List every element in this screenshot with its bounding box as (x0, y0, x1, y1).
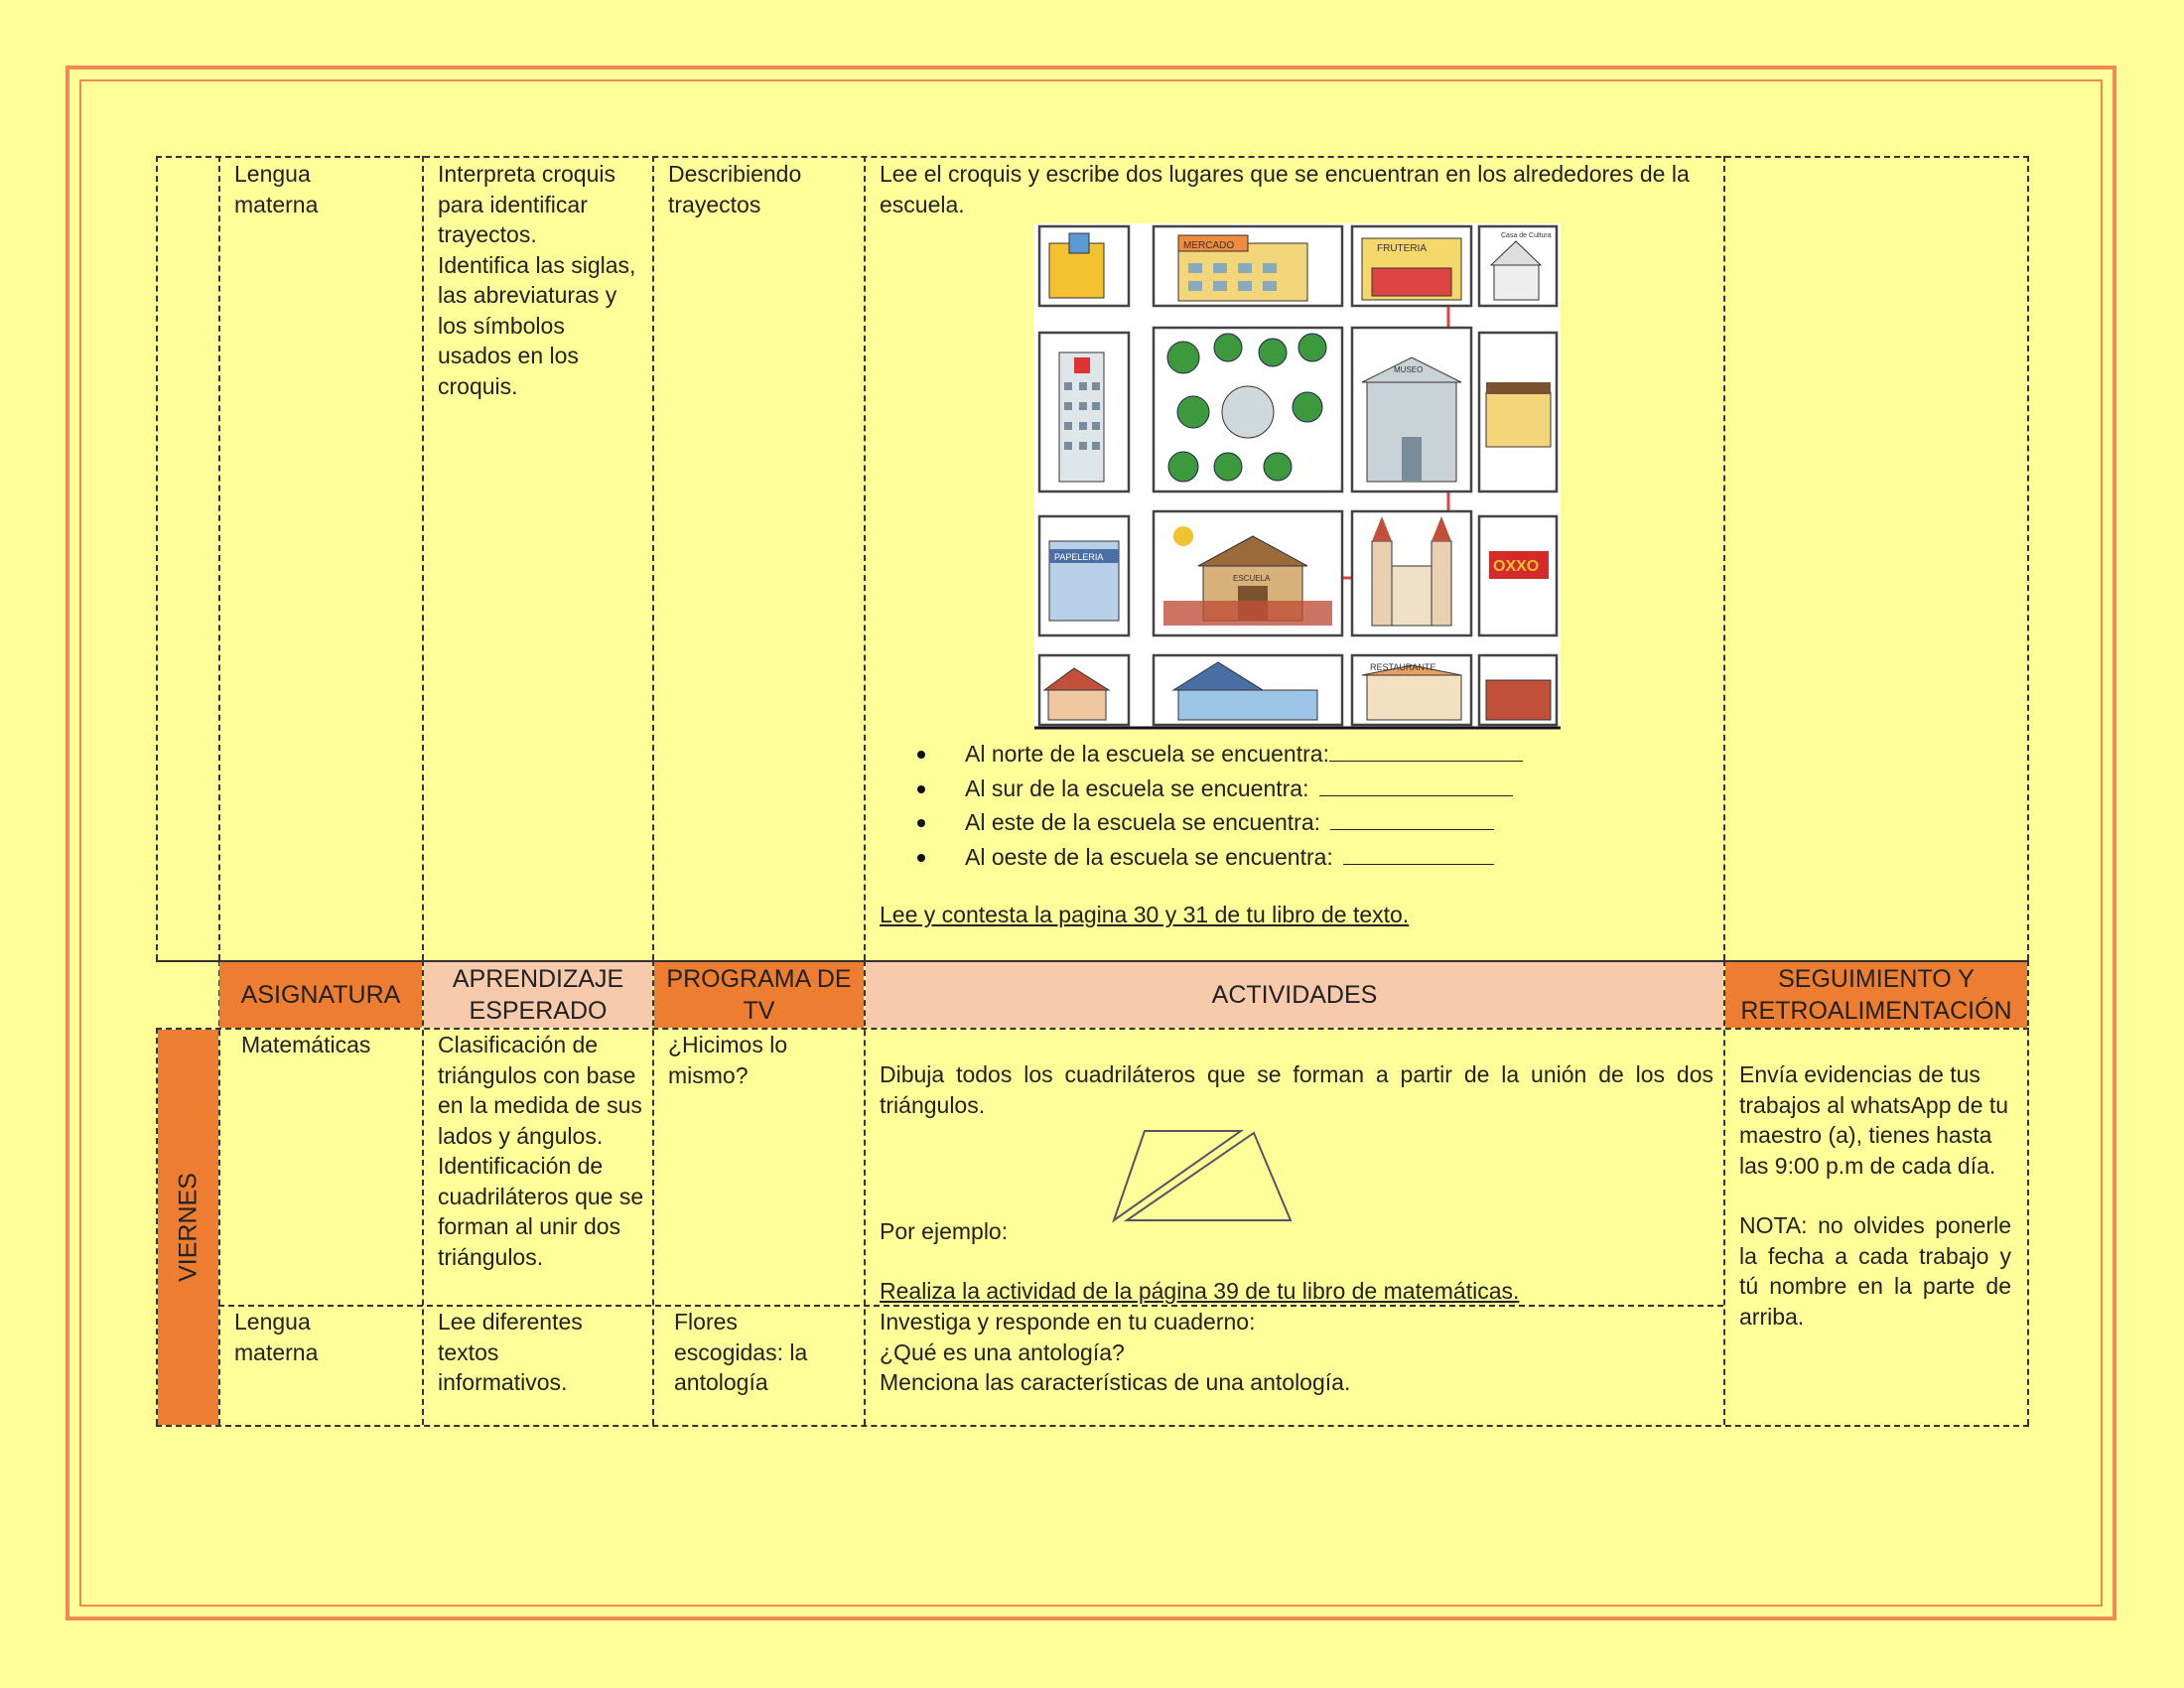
feedback-text: Envía evidencias de tus trabajos al whatsApp de tu maestro (a), tienes hasta las 9:00 p.m de cada día. (1739, 1061, 2009, 1179)
row1-tv-program: Describiendo trayectos (668, 161, 802, 217)
activity-line-3: Menciona las características de una antología. (880, 1369, 1351, 1395)
row2-subject: Matemáticas (241, 1032, 371, 1057)
activity-line-2: ¿Qué es una antología? (880, 1338, 1125, 1365)
question-south: Al sur de la escuela se encuentra: (866, 772, 1719, 806)
row3-tv-program: Flores escogidas: la antología (674, 1309, 808, 1395)
row2-tv-program: ¿Hicimos lo mismo? (668, 1032, 788, 1088)
row1-subject: Lengua materna (234, 161, 319, 217)
header-learning: APRENDIZAJE ESPERADO (424, 962, 652, 1028)
row3-learning: Lee diferentes textos informativos. (438, 1309, 583, 1395)
map-label-papeleria: PAPELERIA (1054, 552, 1104, 562)
map-label-casa-cultura: Casa de Cultura (1501, 232, 1552, 239)
row1-activities (866, 159, 1723, 953)
map-label-museo: MUSEO (1394, 365, 1424, 374)
feedback-note: NOTA: no olvides ponerle la fecha a cada trabajo y tú nombre en la parte de arriba. (1739, 1212, 2011, 1330)
question-east: Al este de la escuela se encuentra: (866, 805, 1719, 840)
math-book-task: Realiza la actividad de la página 39 de tu libro de matemáticas. (880, 1278, 1520, 1304)
map-label-mercado: MERCADO (1183, 240, 1235, 251)
activity-line-1: Investiga y responde en tu cuaderno: (880, 1309, 1256, 1335)
row2-activities (866, 1030, 1723, 1305)
example-label: Por ejemplo: (880, 1218, 1009, 1244)
header-tv: PROGRAMA DE TV (654, 962, 864, 1028)
neighborhood-map (1034, 223, 1561, 730)
map-label-oxxo: OXXO (1493, 558, 1540, 575)
day-label: VIERNES (174, 1173, 202, 1282)
header-feedback: SEGUIMIENTO Y RETROALIMENTACIÓN (1725, 962, 2027, 1028)
map-label-restaurante: RESTAURANTE (1370, 662, 1436, 672)
header-activities: ACTIVIDADES (866, 962, 1723, 1028)
direction-questions (866, 737, 1719, 874)
row1-learning: Interpreta croquis para identificar trayectos. Identifica las siglas, las abreviaturas y los símbolos usados en los croquis. (438, 161, 636, 399)
triangles-figure (1107, 1129, 1296, 1228)
feedback-cell (1725, 1030, 2027, 1332)
row2-learning: Clasificación de triángulos con base en la medida de sus lados y ángulos. Identificación de cuadriláteros que se forman al unir dos triángulos. (438, 1032, 644, 1270)
row3-subject: Lengua materna (234, 1309, 319, 1365)
textbook-reading-task: Lee y contesta la pagina 30 y 31 de tu libro de texto. (880, 902, 1410, 927)
map-label-escuela: ESCUELA (1233, 574, 1271, 583)
day-label-cell (158, 1030, 218, 1425)
quadrilateral-instruction: Dibuja todos los cuadriláteros que se forman a partir de la unión de los dos triángulos. (880, 1061, 1713, 1118)
question-west: Al oeste de la escuela se encuentra: (866, 840, 1719, 875)
row3-activities (866, 1307, 1723, 1398)
map-label-fruteria: FRUTERIA (1377, 243, 1427, 254)
activity-intro: Lee el croquis y escribe dos lugares que se encuentran en los alrededores de la escuela. (880, 161, 1690, 217)
header-subject: ASIGNATURA (219, 962, 422, 1028)
question-north: Al norte de la escuela se encuentra: (866, 737, 1719, 772)
